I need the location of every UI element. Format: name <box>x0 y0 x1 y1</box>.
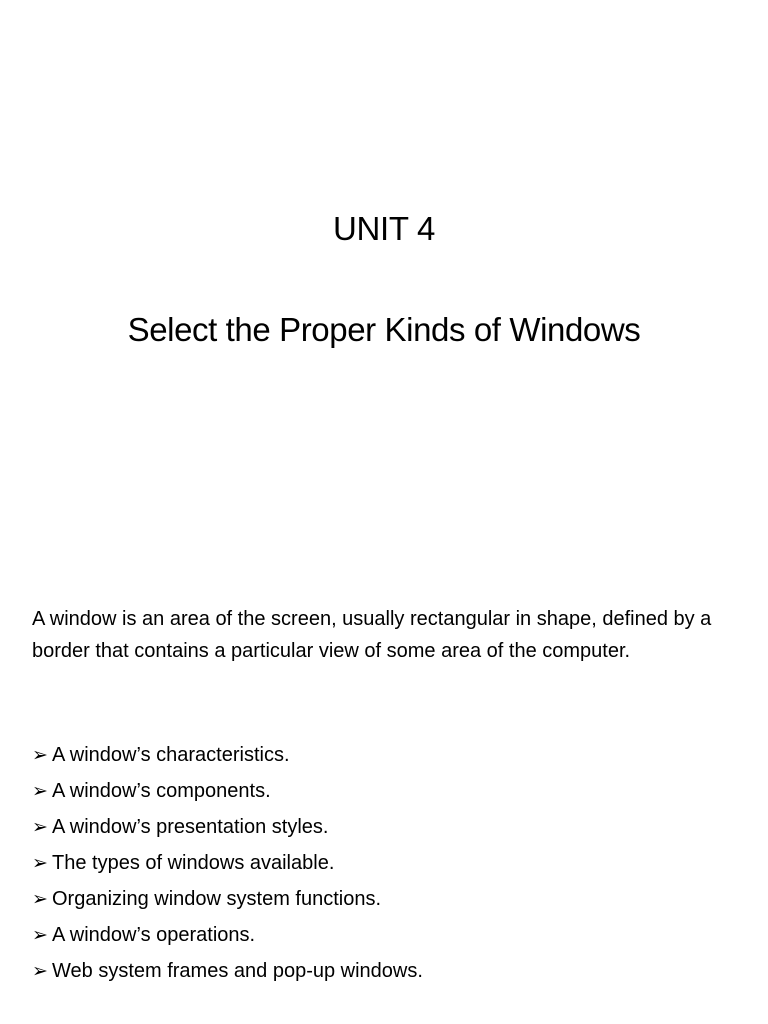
arrow-bullet-icon: ➢ <box>32 816 48 838</box>
list-item-text: A window’s presentation styles. <box>52 816 329 838</box>
bullet-list <box>32 737 744 989</box>
arrow-bullet-icon: ➢ <box>32 924 48 946</box>
list-item-text: A window’s characteristics. <box>52 744 290 766</box>
unit-heading: UNIT 4 <box>332 210 436 247</box>
content-slide <box>0 512 768 1024</box>
list-item-text: A window’s components. <box>52 780 271 802</box>
list-item <box>32 773 744 809</box>
list-item <box>32 809 744 845</box>
list-item <box>32 881 744 917</box>
arrow-bullet-icon: ➢ <box>32 852 48 874</box>
list-item <box>32 737 744 773</box>
intro-paragraph: A window is an area of the screen, usually rectangular in shape, defined by a border that contains a particular view of some area of the computer. <box>32 608 712 662</box>
unit-title: Select the Proper Kinds of Windows <box>127 311 641 348</box>
list-item-text: Web system frames and pop-up windows. <box>52 960 423 982</box>
arrow-bullet-icon: ➢ <box>32 960 48 982</box>
list-item-text: The types of windows available. <box>52 852 335 874</box>
arrow-bullet-icon: ➢ <box>32 744 48 766</box>
arrow-bullet-icon: ➢ <box>32 888 48 910</box>
list-item <box>32 953 744 989</box>
arrow-bullet-icon: ➢ <box>32 780 48 802</box>
list-item-text: Organizing window system functions. <box>52 888 382 910</box>
list-item-text: A window’s operations. <box>52 924 256 946</box>
list-item <box>32 917 744 953</box>
list-item <box>32 845 744 881</box>
